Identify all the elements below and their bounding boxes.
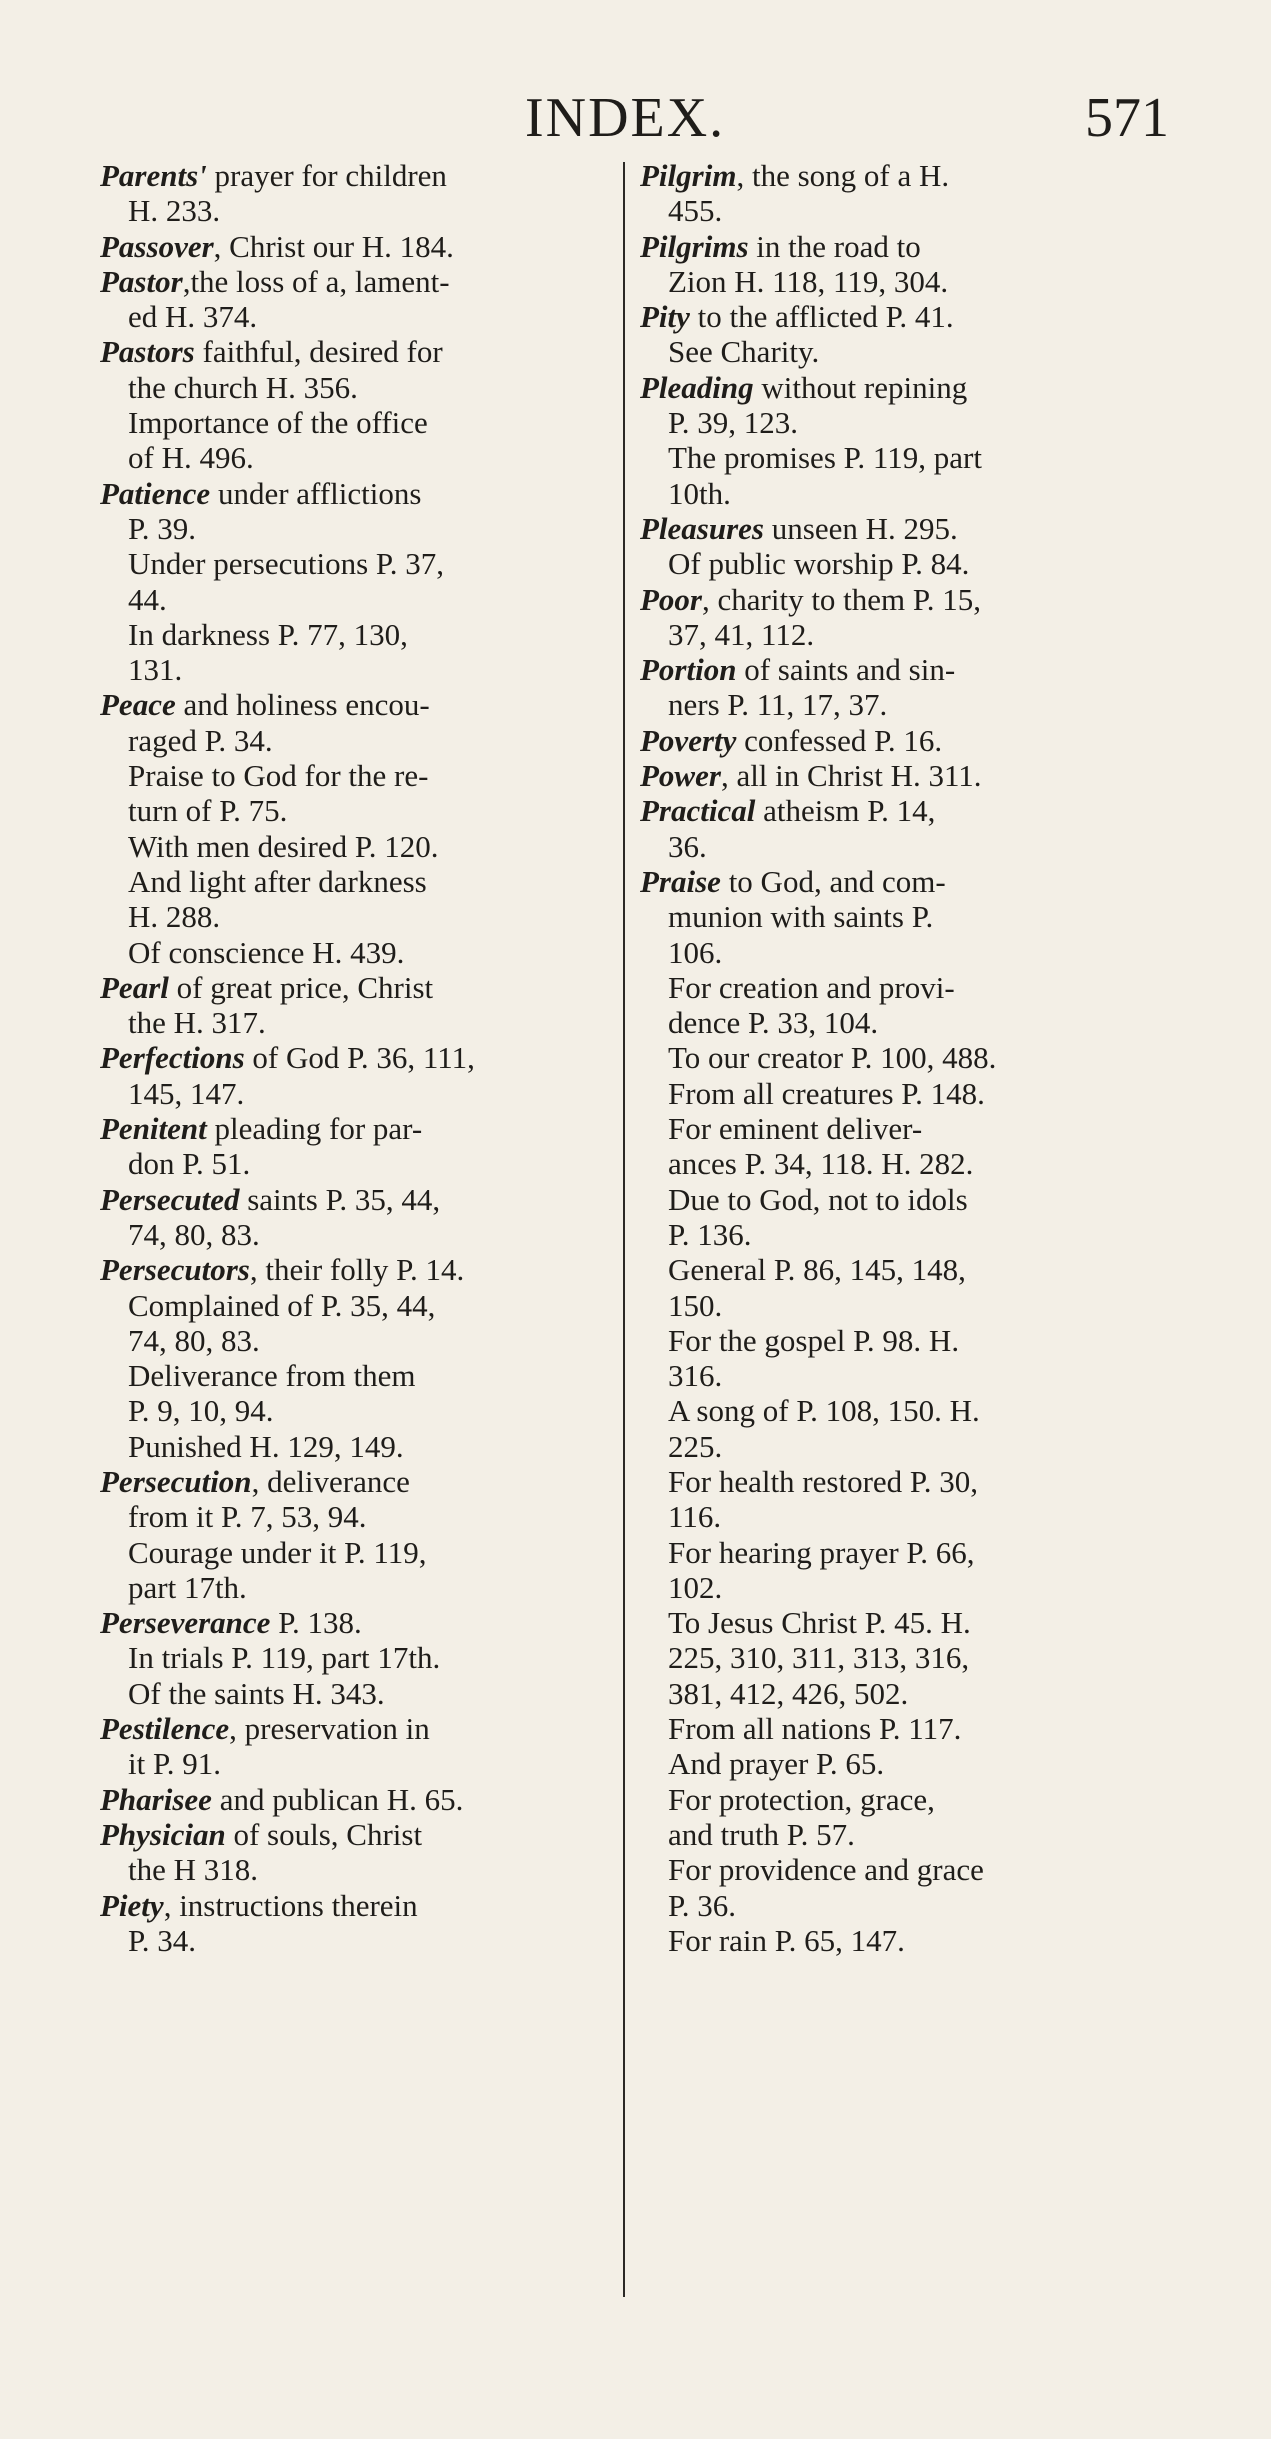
index-text: and truth P. 57. (668, 1816, 855, 1852)
index-line (640, 1358, 1165, 1393)
index-text: Importance of the office (128, 405, 428, 441)
index-heading: Persecution (100, 1463, 252, 1499)
index-text: A song of P. 108, 150. H. (668, 1393, 980, 1429)
index-heading: Poverty (640, 722, 737, 758)
index-heading: Pilgrim (640, 158, 737, 193)
index-line (640, 1535, 1165, 1570)
index-line (640, 652, 1165, 687)
index-line (640, 687, 1165, 722)
index-line (100, 1923, 620, 1958)
page-number: 571 (1085, 87, 1169, 149)
index-line (640, 299, 1165, 334)
index-line (100, 334, 620, 369)
index-line (100, 546, 620, 581)
index-text: munion with saints P. (668, 899, 934, 935)
index-line (640, 370, 1165, 405)
index-text: confessed P. 16. (736, 722, 943, 758)
index-line (640, 1817, 1165, 1852)
index-line (100, 1252, 620, 1287)
index-line (100, 264, 620, 299)
index-text: General P. 86, 145, 148, (668, 1252, 966, 1288)
index-text: prayer for children (206, 158, 447, 193)
index-heading: Peace (100, 687, 176, 723)
index-text: Under persecutions P. 37, (128, 546, 444, 582)
index-text: Due to God, not to idols (668, 1181, 968, 1217)
index-line (640, 1217, 1165, 1252)
index-line (100, 829, 620, 864)
index-line (100, 1888, 620, 1923)
index-line (100, 1852, 620, 1887)
index-text: Of the saints H. 343. (128, 1675, 385, 1711)
index-text: 74, 80, 83. (128, 1216, 260, 1252)
index-heading: Pastors (100, 334, 195, 370)
index-text: dence P. 33, 104. (668, 1005, 879, 1041)
index-text: For the gospel P. 98. H. (668, 1322, 960, 1358)
index-line (100, 1605, 620, 1640)
index-line (640, 1323, 1165, 1358)
index-line (100, 899, 620, 934)
index-line (100, 1323, 620, 1358)
index-line (640, 440, 1165, 475)
index-text: of saints and sin- (736, 652, 956, 688)
index-text: Of public worship P. 84. (668, 546, 970, 582)
page-title: INDEX. (525, 87, 726, 149)
index-line (100, 935, 620, 970)
index-text: the H 318. (128, 1852, 259, 1888)
index-text: For protection, grace, (668, 1781, 935, 1817)
index-line (640, 1640, 1165, 1675)
index-heading: Praise (640, 863, 721, 899)
index-text: part 17th. (128, 1569, 247, 1605)
index-line (640, 1676, 1165, 1711)
index-line (100, 440, 620, 475)
index-line (640, 1182, 1165, 1217)
index-text: P. 136. (668, 1216, 752, 1252)
index-line (100, 1676, 620, 1711)
index-line (640, 899, 1165, 934)
index-text: 37, 41, 112. (668, 616, 815, 652)
index-line (640, 1076, 1165, 1111)
index-line (640, 1040, 1165, 1075)
index-line (640, 264, 1165, 299)
index-line (640, 582, 1165, 617)
index-line (100, 1288, 620, 1323)
index-heading: Piety (100, 1887, 164, 1923)
index-text: , the song of a H. (736, 158, 950, 193)
index-line (100, 370, 620, 405)
index-line (100, 511, 620, 546)
index-text: For providence and grace (668, 1852, 984, 1888)
index-line (100, 1570, 620, 1605)
index-line (640, 1782, 1165, 1817)
index-text: , charity to them P. 15, (702, 581, 981, 617)
index-heading: Poor (640, 581, 702, 617)
index-line (640, 1111, 1165, 1146)
index-text: , deliverance (251, 1463, 410, 1499)
index-line (100, 193, 620, 228)
index-line (640, 405, 1165, 440)
index-line (100, 1076, 620, 1111)
index-text: P. 39. (128, 510, 197, 546)
index-heading: Persecuted (100, 1181, 240, 1217)
index-text: P. 39, 123. (668, 405, 799, 441)
index-line (640, 864, 1165, 899)
index-text: it P. 91. (128, 1746, 222, 1782)
index-line (640, 1852, 1165, 1887)
index-line (100, 229, 620, 264)
index-line (640, 1146, 1165, 1181)
index-line (100, 1464, 620, 1499)
page-header (0, 86, 1271, 156)
index-heading: Patience (100, 475, 211, 511)
index-text: , all in Christ H. 311. (720, 758, 982, 794)
index-line (100, 158, 620, 193)
index-text: For creation and provi- (668, 969, 955, 1005)
index-text: 455. (668, 193, 723, 229)
index-line (640, 334, 1165, 369)
index-text: In darkness P. 77, 130, (128, 616, 408, 652)
index-line (100, 1535, 620, 1570)
index-line (640, 617, 1165, 652)
index-line (640, 1005, 1165, 1040)
index-text: With men desired P. 120. (128, 828, 439, 864)
index-text: H. 288. (128, 899, 221, 935)
index-line (100, 405, 620, 440)
index-line (100, 1393, 620, 1428)
index-text: 36. (668, 828, 707, 864)
index-text: Complained of P. 35, 44, (128, 1287, 436, 1323)
index-line (100, 1040, 620, 1075)
column-divider (623, 162, 625, 2297)
index-text: And light after darkness (128, 863, 427, 899)
index-line (100, 1182, 620, 1217)
index-text: P. 36. (668, 1887, 737, 1923)
index-line (640, 1888, 1165, 1923)
index-heading: Practical (640, 793, 756, 829)
index-line (640, 1746, 1165, 1781)
index-line (640, 1711, 1165, 1746)
index-line (100, 299, 620, 334)
index-line (640, 1288, 1165, 1323)
index-text: to God, and com- (720, 863, 946, 899)
index-text: For rain P. 65, 147. (668, 1922, 905, 1958)
index-line (640, 758, 1165, 793)
index-text: 44. (128, 581, 167, 617)
index-text: P. 138. (270, 1605, 362, 1641)
index-text: the H. 317. (128, 1005, 266, 1041)
index-column-right (640, 158, 1165, 1958)
index-text: P. 9, 10, 94. (128, 1393, 274, 1429)
index-line (640, 1923, 1165, 1958)
index-heading: Perseverance (100, 1605, 271, 1641)
index-text: Punished H. 129, 149. (128, 1428, 404, 1464)
index-heading: Pity (640, 299, 690, 335)
index-line (640, 723, 1165, 758)
index-text: ners P. 11, 17, 37. (668, 687, 888, 723)
index-text: in the road to (748, 228, 921, 264)
index-line (100, 1111, 620, 1146)
index-heading: Penitent (100, 1111, 207, 1147)
index-text: 74, 80, 83. (128, 1322, 260, 1358)
index-line (100, 1146, 620, 1181)
index-heading: Power (640, 758, 721, 794)
index-text: From all nations P. 117. (668, 1711, 962, 1747)
index-line (100, 617, 620, 652)
index-heading: Perfections (100, 1040, 245, 1076)
index-line (640, 1252, 1165, 1287)
index-text: turn of P. 75. (128, 793, 288, 829)
index-text: of God P. 36, 111, (244, 1040, 475, 1076)
index-text: 106. (668, 934, 723, 970)
index-line (100, 1817, 620, 1852)
index-line (100, 1429, 620, 1464)
index-text: atheism P. 14, (755, 793, 936, 829)
index-heading: Pearl (100, 969, 169, 1005)
index-text: and holiness encou- (175, 687, 430, 723)
index-line (640, 546, 1165, 581)
index-text: to the afflicted P. 41. (689, 299, 954, 335)
index-line (100, 1782, 620, 1817)
index-line (640, 1393, 1165, 1428)
index-heading: Pestilence (100, 1711, 230, 1747)
index-text: , Christ our H. 184. (213, 228, 454, 264)
index-heading: Pleasures (640, 510, 764, 546)
index-text: P. 34. (128, 1922, 197, 1958)
index-heading: Pharisee (100, 1781, 212, 1817)
index-text: 316. (668, 1358, 723, 1394)
index-column-left (100, 158, 620, 1958)
index-line (640, 793, 1165, 828)
index-heading: Portion (640, 652, 737, 688)
index-text: of H. 496. (128, 440, 254, 476)
index-text: 381, 412, 426, 502. (668, 1675, 909, 1711)
index-text: of great price, Christ (168, 969, 434, 1005)
index-text: 116. (668, 1499, 722, 1535)
index-line (640, 1605, 1165, 1640)
index-line (100, 1005, 620, 1040)
index-line (640, 1499, 1165, 1534)
index-text: Of conscience H. 439. (128, 934, 405, 970)
index-text: H. 233. (128, 193, 221, 229)
index-text: From all creatures P. 148. (668, 1075, 985, 1111)
index-line (640, 511, 1165, 546)
index-line (100, 793, 620, 828)
index-text: Zion H. 118, 119, 304. (668, 263, 949, 299)
index-heading: Pilgrims (640, 228, 749, 264)
index-text: 225, 310, 311, 313, 316, (668, 1640, 970, 1676)
index-line (100, 476, 620, 511)
index-line (100, 652, 620, 687)
index-text: For hearing prayer P. 66, (668, 1534, 975, 1570)
index-text: unseen H. 295. (764, 510, 958, 546)
index-line (100, 1217, 620, 1252)
index-text: don P. 51. (128, 1146, 251, 1182)
index-heading: Pleading (640, 369, 754, 405)
index-line (100, 864, 620, 899)
index-text: 150. (668, 1287, 723, 1323)
index-line (640, 1429, 1165, 1464)
index-line (100, 1640, 620, 1675)
index-line (100, 1711, 620, 1746)
index-text: For eminent deliver- (668, 1111, 923, 1147)
index-heading: Persecutors (100, 1252, 250, 1288)
index-text: ed H. 374. (128, 299, 258, 335)
index-line (100, 1499, 620, 1534)
index-text: and publican H. 65. (211, 1781, 464, 1817)
index-text: , preservation in (229, 1711, 430, 1747)
index-text: from it P. 7, 53, 94. (128, 1499, 367, 1535)
index-line (640, 829, 1165, 864)
index-text: To our creator P. 100, 488. (668, 1040, 997, 1076)
index-text: faithful, desired for (194, 334, 443, 370)
index-text: And prayer P. 65. (668, 1746, 885, 1782)
index-text: pleading for par- (206, 1111, 423, 1147)
index-text: of souls, Christ (225, 1816, 423, 1852)
index-text: To Jesus Christ P. 45. H. (668, 1605, 971, 1641)
index-text: Deliverance from them (128, 1358, 416, 1394)
index-text: without repining (753, 369, 968, 405)
index-line (640, 935, 1165, 970)
index-text: ances P. 34, 118. H. 282. (668, 1146, 974, 1182)
index-line (640, 970, 1165, 1005)
index-text: Praise to God for the re- (128, 758, 429, 794)
index-text: , instructions therein (163, 1887, 418, 1923)
index-line (640, 193, 1165, 228)
index-text: raged P. 34. (128, 722, 273, 758)
index-line (100, 582, 620, 617)
index-text: the church H. 356. (128, 369, 358, 405)
index-text: For health restored P. 30, (668, 1463, 978, 1499)
index-text: , their folly P. 14. (249, 1252, 465, 1288)
index-heading: Passover (100, 228, 214, 264)
index-text: ,the loss of a, lament- (182, 263, 450, 299)
index-line (100, 758, 620, 793)
index-text: under afflictions (210, 475, 422, 511)
index-text: 131. (128, 652, 183, 688)
index-line (640, 1464, 1165, 1499)
index-line (640, 476, 1165, 511)
index-line (640, 229, 1165, 264)
index-line (100, 970, 620, 1005)
index-heading: Physician (100, 1816, 226, 1852)
index-line (640, 1570, 1165, 1605)
index-heading: Pastor (100, 263, 183, 299)
index-text: The promises P. 119, part (668, 440, 982, 476)
index-text: 102. (668, 1569, 723, 1605)
index-heading: Parents' (100, 158, 207, 193)
index-line (100, 1358, 620, 1393)
index-line (100, 687, 620, 722)
index-text: 225. (668, 1428, 723, 1464)
index-text: See Charity. (668, 334, 820, 370)
index-line (100, 1746, 620, 1781)
index-line (100, 723, 620, 758)
index-text: 10th. (668, 475, 731, 511)
index-text: Courage under it P. 119, (128, 1534, 427, 1570)
index-text: In trials P. 119, part 17th. (128, 1640, 441, 1676)
index-line (640, 158, 1165, 193)
index-text: saints P. 35, 44, (239, 1181, 441, 1217)
index-text: 145, 147. (128, 1075, 245, 1111)
